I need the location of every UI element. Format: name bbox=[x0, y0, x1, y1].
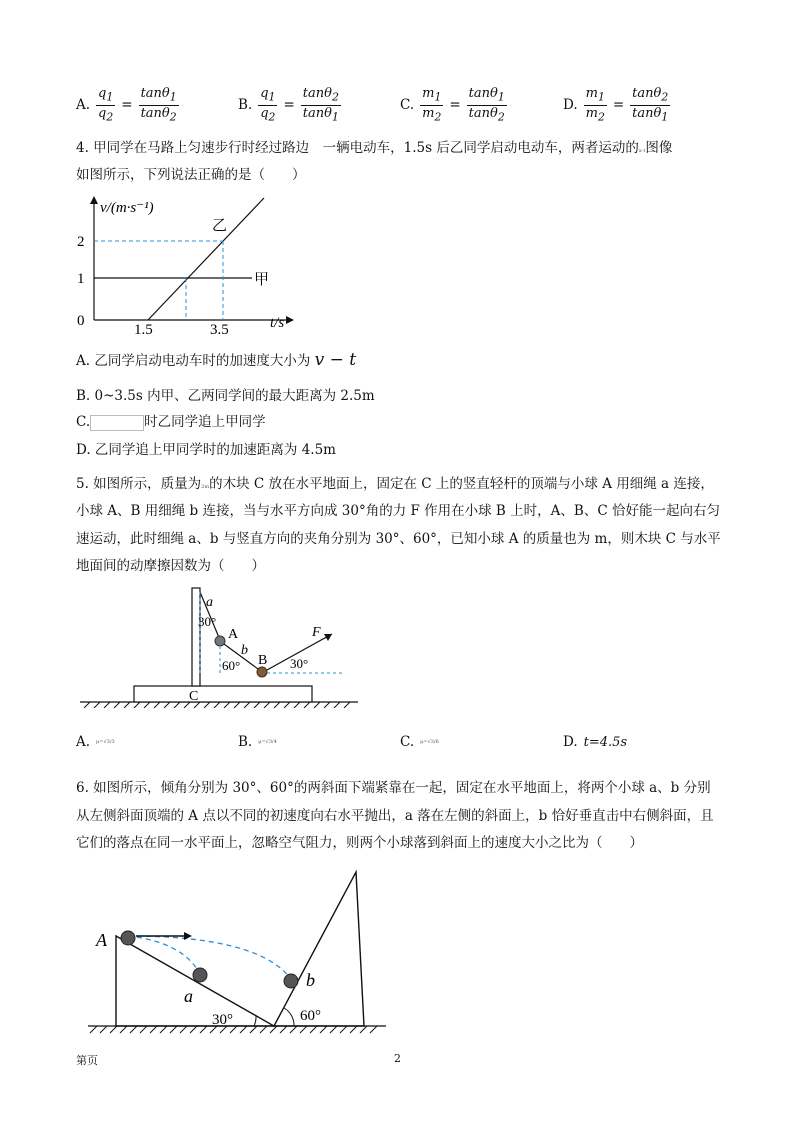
q5-option-c[interactable]: C. μ=√3/6 bbox=[400, 734, 439, 750]
x-tick-3-5: 3.5 bbox=[210, 322, 229, 334]
q5-figure bbox=[80, 584, 360, 708]
label-angle-30-f: 30° bbox=[290, 656, 309, 671]
q5-option-b[interactable]: B. μ=√3/4 bbox=[238, 734, 277, 750]
block-c bbox=[134, 686, 312, 702]
q6-stem-line3: 它们的落点在同一水平面上，忽略空气阻力，则两个小球落到斜面上的速度大小之比为（ ） bbox=[76, 835, 643, 851]
q4-option-c[interactable]: C. 时乙同学追上甲同学 bbox=[76, 414, 266, 430]
q6-figure bbox=[88, 868, 388, 1038]
label-ball-b: b bbox=[306, 970, 315, 990]
label-ball-a: a bbox=[184, 986, 193, 1006]
garbled-formula: μ=√3/6 bbox=[420, 739, 439, 745]
label-point-a: A bbox=[96, 930, 107, 950]
x-axis-label: t/s bbox=[270, 315, 285, 331]
fraction: $\frac{\tan\theta_2}{\tan\theta_1}$ bbox=[632, 86, 669, 124]
garbled-formula: μ=√3/3 bbox=[96, 739, 115, 745]
right-incline bbox=[274, 872, 364, 1026]
y-axis-label: v/(m·s⁻¹) bbox=[100, 200, 154, 216]
q6-stem-line2: 从左侧斜面顶端的 A 点以不同的初速度向右水平抛出，a 落在左侧的斜面上，b 恰好垂直击中右侧斜面，且 bbox=[76, 808, 714, 824]
q3-option-b[interactable]: B. $\frac{q_1}{q_2}$ = $\frac{\tan\theta_2}{\tan\theta_1}$ bbox=[238, 86, 339, 124]
label-ball-a: A bbox=[228, 627, 239, 642]
q5-option-d[interactable]: D. t=4.5s bbox=[563, 734, 628, 750]
yi-label: 乙 bbox=[212, 218, 228, 234]
fraction: $\frac{m_1}{m_2}$ bbox=[585, 86, 605, 124]
q3-option-a[interactable]: A. $\frac{q_1}{q_2}$ = $\frac{\tan\theta_1}{\tan\theta_2}$ bbox=[76, 86, 177, 124]
label-string-b: b bbox=[241, 643, 248, 658]
q4-option-a[interactable]: A. 乙同学启动电动车时的加速度大小为 v − t bbox=[76, 350, 357, 370]
fraction: $\frac{m_1}{m_2}$ bbox=[422, 86, 442, 124]
q4-option-b[interactable]: B. 0~3.5s 内甲、乙两同学间的最大距离为 2.5m bbox=[76, 388, 375, 404]
q3-option-c[interactable]: C. $\frac{m_1}{m_2}$ = $\frac{\tan\theta_1}{\tan\theta_2}$ bbox=[400, 86, 505, 124]
label-force-f: F bbox=[312, 625, 321, 640]
velocity-arrow bbox=[184, 932, 192, 940]
ball-at-a bbox=[121, 931, 135, 945]
y-tick-1: 1 bbox=[77, 271, 85, 287]
fraction: $\frac{q_1}{q_2}$ bbox=[98, 86, 114, 124]
vertical-rod bbox=[192, 588, 200, 686]
q6-stem-line1: 6. 如图所示，倾角分别为 30°、60°的两斜面下端紧靠在一起，固定在水平地面上，将两个小球 a、b 分别 bbox=[76, 780, 711, 796]
left-incline bbox=[116, 936, 274, 1026]
label-string-a: a bbox=[206, 595, 213, 610]
page-number: 2 bbox=[394, 1052, 401, 1065]
footer-left: 第页 bbox=[76, 1054, 98, 1067]
fraction: $\frac{\tan\theta_1}{\tan\theta_2}$ bbox=[140, 86, 177, 124]
q5-stem-line1: 5. 如图所示，质量为2m的木块 C 放在水平地面上，固定在 C 上的竖直轻杆的顶端与小球 A 用细绳 a 连接， bbox=[76, 476, 714, 492]
q4-stem-line2: 如图所示，下列说法正确的是（ ） bbox=[76, 167, 306, 183]
garbled-formula: μ=√3/4 bbox=[258, 739, 277, 745]
label-c: C bbox=[189, 689, 199, 704]
ball-b bbox=[284, 974, 298, 988]
y-tick-2: 2 bbox=[77, 234, 85, 250]
q3-option-d[interactable]: D. $\frac{m_1}{m_2}$ = $\frac{\tan\theta_2}{\tan\theta_1}$ bbox=[563, 86, 669, 124]
x-tick-1-5: 1.5 bbox=[134, 322, 153, 334]
q4-option-d[interactable]: D. 乙同学追上甲同学时的加速距离为 4.5m bbox=[76, 442, 336, 458]
q5-stem-line4: 地面间的动摩擦因数为（ ） bbox=[76, 558, 265, 574]
fraction: $\frac{\tan\theta_1}{\tan\theta_2}$ bbox=[468, 86, 505, 124]
y-tick-0: 0 bbox=[77, 313, 85, 329]
label-angle-60: 60° bbox=[222, 658, 241, 673]
jia-label: 甲 bbox=[254, 272, 270, 288]
garbled-formula: x‑t bbox=[638, 148, 646, 154]
garbled-formula-box bbox=[90, 415, 144, 431]
q5-stem-line2: 小球 A、B 用细绳 b 连接，当与水平方向成 30°角的力 F 作用在小球 B 上时，A、B、C 恰好能一起向右匀 bbox=[76, 503, 720, 519]
q4-stem-line1: 4. 甲同学在马路上匀速步行时经过路边 一辆电动车，1.5s 后乙同学启动电动车，两者运动的x‑t图像 bbox=[76, 140, 673, 156]
label-angle-30: 30° bbox=[212, 1012, 233, 1028]
ball-b bbox=[257, 667, 267, 677]
q5-option-a[interactable]: A. μ=√3/3 bbox=[76, 734, 115, 750]
ball-a bbox=[215, 636, 225, 646]
ball-a bbox=[193, 968, 207, 982]
label-angle-30-top: 30° bbox=[198, 614, 217, 629]
fraction: $\frac{q_1}{q_2}$ bbox=[260, 86, 276, 124]
label-angle-60: 60° bbox=[300, 1008, 321, 1024]
label-ball-b: B bbox=[258, 653, 268, 668]
fraction: $\frac{\tan\theta_2}{\tan\theta_1}$ bbox=[302, 86, 339, 124]
yi-line bbox=[148, 198, 264, 320]
q4-vt-graph bbox=[74, 194, 294, 334]
q5-stem-line3: 速运动，此时细绳 a、b 与竖直方向的夹角分别为 30°、60°，已知小球 A 的质量也为 m，则木块 C 与水平 bbox=[76, 531, 721, 547]
